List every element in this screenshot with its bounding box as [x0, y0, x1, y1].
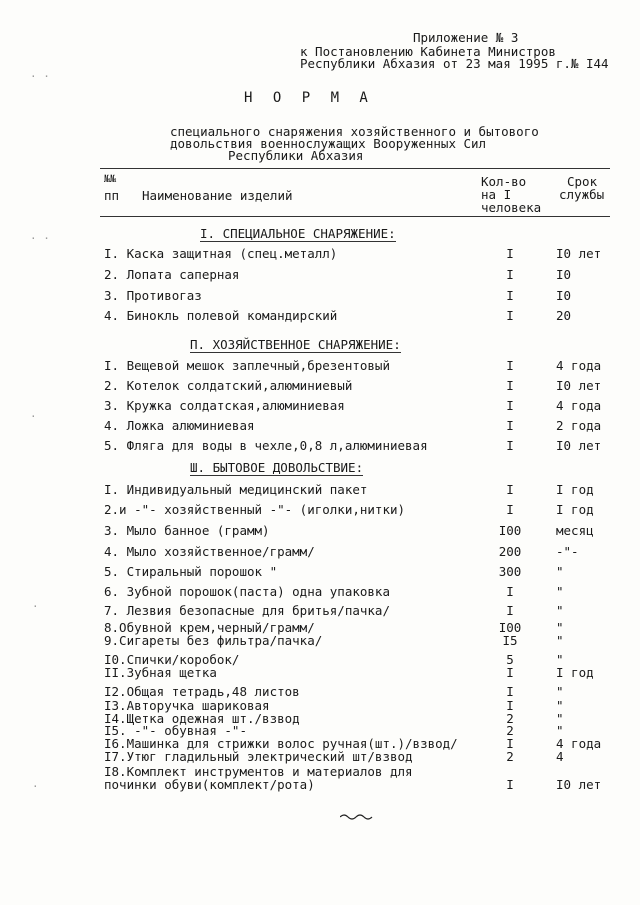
- item-name: 5. Стиральный порошок ": [104, 564, 278, 579]
- item-term: ": [556, 603, 564, 618]
- item-name: 7. Лезвия безопасные для бритья/пачка/: [104, 603, 390, 618]
- col-qty-line-3: человека: [481, 200, 542, 215]
- item-term: месяц: [556, 523, 594, 538]
- item-name: 4. Бинокль полевой командирский: [104, 308, 338, 323]
- item-name: 2. Лопата саперная: [104, 267, 240, 282]
- item-quantity: I: [506, 398, 514, 413]
- item-term: -"-: [556, 544, 579, 559]
- item-term: I0 лет: [556, 438, 602, 453]
- item-name: 3. Мыло банное (грамм): [104, 523, 270, 538]
- item-quantity: I: [506, 603, 514, 618]
- item-quantity: I: [506, 378, 514, 393]
- item-quantity: 2: [506, 749, 514, 764]
- item-quantity: I00: [498, 620, 522, 635]
- item-name: 3. Противогаз: [104, 288, 202, 303]
- scan-mark: · ·: [30, 70, 50, 83]
- item-quantity: I: [506, 698, 514, 713]
- item-quantity: 300: [498, 564, 522, 579]
- item-term: 4 года: [556, 358, 602, 373]
- item-quantity: I: [506, 438, 514, 453]
- item-quantity: I: [506, 246, 514, 261]
- item-quantity: I: [506, 358, 514, 373]
- item-quantity: I: [506, 584, 514, 599]
- item-name: 3. Кружка солдатская,алюминиевая: [104, 398, 345, 413]
- item-name: 2.и -"- хозяйственный -"- (иголки,нитки): [104, 502, 406, 517]
- scan-mark: ·: [32, 600, 39, 613]
- item-name: I. Вещевой мешок заплечный,брезентовый: [104, 358, 390, 373]
- header-line-2: Республики Абхазия от 23 мая 1995 г.№ I44: [300, 56, 609, 71]
- item-quantity: I: [506, 308, 514, 323]
- item-name: 4. Мыло хозяйственное/грамм/: [104, 544, 315, 559]
- section-title: П. ХОЗЯЙСТВЕННОЕ СНАРЯЖЕНИЕ:: [190, 337, 401, 352]
- item-quantity: I5: [502, 633, 518, 648]
- item-name: I4.Щетка одежная шт./взвод: [104, 711, 300, 726]
- item-quantity: I: [506, 267, 514, 282]
- table-header-rule: [100, 216, 610, 217]
- col-num-line-1: №№: [104, 174, 117, 185]
- col-num-line-2: пп: [104, 188, 120, 203]
- appendix-label: Приложение № 3: [413, 30, 519, 45]
- item-name: I2.Общая тетрадь,48 листов: [104, 684, 300, 699]
- item-name: I3.Авторучка шариковая: [104, 698, 270, 713]
- section-title: Ш. БЫТОВОЕ ДОВОЛЬСТВИЕ:: [190, 460, 364, 475]
- item-name: 6. Зубной порошок(паста) одна упаковка: [104, 584, 390, 599]
- item-name: починки обуви(комплект/рота): [104, 777, 315, 792]
- item-quantity: I: [506, 777, 514, 792]
- col-name-header: Наименование изделий: [142, 188, 293, 203]
- scan-mark: · ·: [30, 232, 50, 245]
- subtitle-line-3: Республики Абхазия: [228, 148, 364, 163]
- col-qty-line-1: Кол-во: [481, 174, 527, 189]
- item-term: 4 года: [556, 398, 602, 413]
- item-name: I7.Утюг гладильный электрический шт/взвод: [104, 749, 413, 764]
- item-name: I5. -"- обувная -"-: [104, 723, 247, 738]
- item-name: 4. Ложка алюминиевая: [104, 418, 255, 433]
- item-quantity: I: [506, 418, 514, 433]
- item-term: I0 лет: [556, 378, 602, 393]
- item-term: ": [556, 698, 564, 713]
- item-quantity: I00: [498, 523, 522, 538]
- item-term: I0 лет: [556, 777, 602, 792]
- section-title: I. СПЕЦИАЛЬНОЕ СНАРЯЖЕНИЕ:: [200, 226, 396, 241]
- item-name: 8.Обувной крем,черный/грамм/: [104, 620, 315, 635]
- item-term: I0 лет: [556, 246, 602, 261]
- item-term: ": [556, 564, 564, 579]
- item-quantity: I: [506, 684, 514, 699]
- item-term: 4 года: [556, 736, 602, 751]
- item-name: I. Каска защитная (спец.металл): [104, 246, 338, 261]
- item-term: ": [556, 633, 564, 648]
- item-name: II.Зубная щетка: [104, 665, 217, 680]
- end-mark: [340, 813, 376, 821]
- item-term: 20: [556, 308, 572, 323]
- item-term: ": [556, 620, 564, 635]
- item-term: ": [556, 652, 564, 667]
- item-name: I. Индивидуальный медицинский пакет: [104, 482, 368, 497]
- item-quantity: 5: [506, 652, 514, 667]
- header-line-1: к Постановлению Кабинета Министров: [300, 44, 556, 59]
- item-name: 5. Фляга для воды в чехле,0,8 л,алюминиевая: [104, 438, 428, 453]
- item-term: ": [556, 684, 564, 699]
- item-name: 9.Сигареты без фильтра/пачка/: [104, 633, 323, 648]
- item-quantity: I: [506, 502, 514, 517]
- item-quantity: 2: [506, 711, 514, 726]
- item-quantity: I: [506, 665, 514, 680]
- table-top-rule: [100, 168, 610, 169]
- scan-mark: ·: [32, 780, 39, 793]
- col-term-line-1: Срок: [567, 174, 598, 189]
- item-term: I год: [556, 665, 594, 680]
- item-term: ": [556, 584, 564, 599]
- item-term: 2 года: [556, 418, 602, 433]
- item-quantity: 2: [506, 723, 514, 738]
- item-name: I8.Комплект инструментов и материалов для: [104, 764, 413, 779]
- item-term: I0: [556, 267, 572, 282]
- item-term: 4: [556, 749, 564, 764]
- item-term: ": [556, 723, 564, 738]
- item-name: 2. Котелок солдатский,алюминиевый: [104, 378, 353, 393]
- item-term: I год: [556, 502, 594, 517]
- item-quantity: I: [506, 736, 514, 751]
- document-title: Н О Р М А: [244, 90, 374, 106]
- item-term: I0: [556, 288, 572, 303]
- item-term: I год: [556, 482, 594, 497]
- subtitle-line-2: довольствия военнослужащих Вооруженных Сил: [170, 136, 487, 151]
- subtitle-line-1: специального снаряжения хозяйственного и бытового: [170, 124, 539, 139]
- item-quantity: I: [506, 482, 514, 497]
- item-quantity: I: [506, 288, 514, 303]
- col-qty-line-2: на I: [481, 187, 512, 202]
- item-term: ": [556, 711, 564, 726]
- col-term-line-2: службы: [559, 187, 605, 202]
- item-quantity: 200: [498, 544, 522, 559]
- item-name: I6.Машинка для стрижки волос ручная(шт.)/взвод/: [104, 736, 458, 751]
- item-name: I0.Спички/коробок/: [104, 652, 240, 667]
- scan-mark: ·: [30, 410, 37, 423]
